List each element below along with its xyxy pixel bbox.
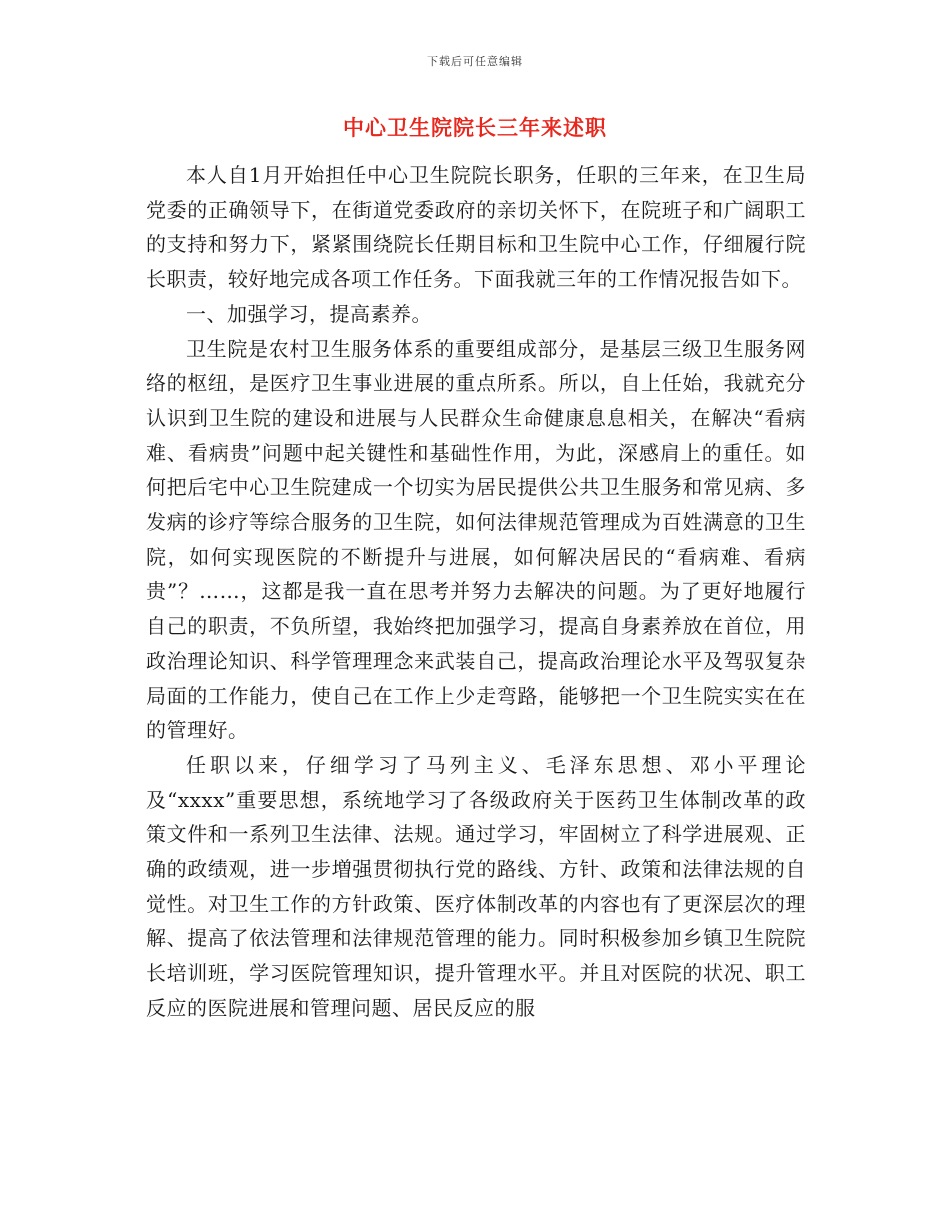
paragraph-study: 任职以来，仔细学习了马列主义、毛泽东思想、邓小平理论及“xxxx”重要思想，系统地学习了各级政府关于医药卫生体制改革的政策文件和一系列卫生法律、法规。通过学习，牢固树立了科学进展观、正确的政绩观，进一步増强贯彻执行党的路线、方针、政策和法律法规的自觉性。对卫生工作的方针政策、医疗体制改革的内容也有了更深层次的理解、提高了依法管理和法律规范管理的能力。同时积极参加乡镇卫生院院长培训班，学习医院管理知识，提升管理水平。并且对医院的状况、职工反应的医院进展和管理问题、居民反应的服 — [146, 752, 806, 1020]
document-title: 中心卫生院院长三年来述职 — [343, 115, 607, 140]
paragraph-intro: 本人自1月开始担任中心卫生院院长职务，任职的三年来，在卫生局党委的正确领导下，在街道党委政府的亲切关怀下，在院班子和广阔职工的支持和努力下，紧紧围绕院长任期目标和卫生院中心工作，仔细履行院长职责，较好地完成各项工作任务。下面我就三年的工作情况报告如下。 — [146, 163, 806, 292]
header-note: 下载后可任意编辑 — [427, 55, 523, 68]
document-body — [146, 158, 806, 1026]
section-heading-1: 一、加强学习，提高素养。 — [186, 301, 432, 326]
paragraph-section-1: 卫生院是农村卫生服务体系的重要组成部分，是基层三级卫生服务网络的枢纽，是医疗卫生事业进展的重点所系。所以，自上任始，我就充分认识到卫生院的建设和进展与人民群众生命健康息息相关，在解决“看病难、看病贵”问题中起关键性和基础性作用，为此，深感肩上的重任。如何把后宅中心卫生院建成一个切实为居民提供公共卫生服务和常见病、多发病的诊疗等综合服务的卫生院，如何法律规范管理成为百姓满意的卫生院，如何实现医院的不断提升与进展，如何解决居民的“看病难、看病贵”？……，这都是我一直在思考并努力去解决的问题。为了更好地履行自己的职责，不负所望，我始终把加强学习，提高自身素养放在首位，用政治理论知识、科学管理理念来武装自己，提高政治理论水平及驾驭复杂局面的工作能力，使自己在工作上少走弯路，能够把一个卫生院实实在在的管理好。 — [146, 336, 806, 743]
